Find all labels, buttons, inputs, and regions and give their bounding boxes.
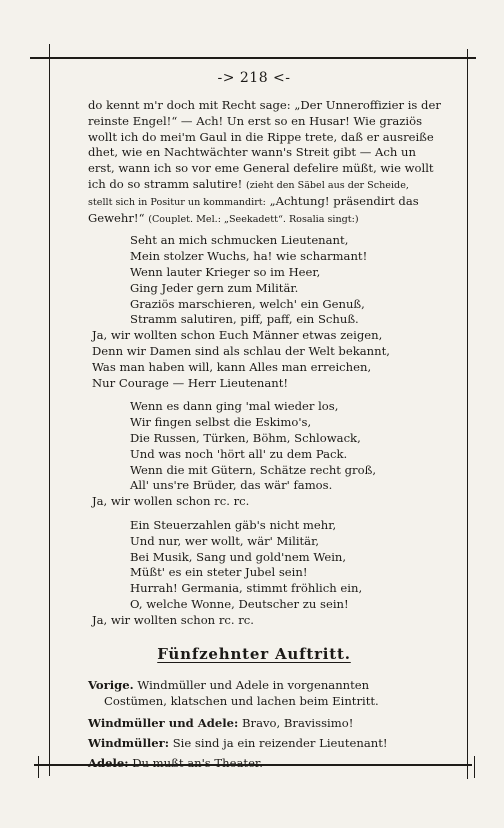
dialog-line bbox=[88, 733, 420, 753]
refrain-line: Denn wir Damen sind als schlau der Welt bekannt, bbox=[92, 343, 390, 358]
verse-line: Mein stolzer Wuchs, ha! wie scharmant! bbox=[130, 249, 368, 264]
verse-line: Müßt' es ein steter Jubel sein! bbox=[130, 565, 308, 580]
prose-text: Gewehr!“ bbox=[88, 210, 145, 225]
left-frame-rule bbox=[49, 44, 50, 776]
verse-line: Ein Steuerzahlen gäb's nicht mehr, bbox=[130, 517, 337, 532]
verse-line: Bei Musik, Sang und gold'nem Wein, bbox=[130, 549, 347, 564]
stage-direction: stellt sich in Positur un kommandirt: bbox=[88, 196, 266, 208]
dialog-text: Du mußt an's Theater. bbox=[132, 755, 263, 770]
verse-line: Die Russen, Türken, Böhm, Schlowack, bbox=[130, 430, 361, 445]
prose-line bbox=[88, 177, 420, 194]
verse-line: Wenn lauter Krieger so im Heer, bbox=[130, 264, 321, 279]
prose-text: ich do so stramm salutire! bbox=[88, 176, 243, 191]
refrain-line: Ja, wir wollten schon Euch Männer etwas zeigen, bbox=[92, 328, 383, 343]
verse-line: Stramm salutiren, piff, paff, ein Schuß. bbox=[130, 312, 359, 327]
refrain-line: Nur Courage — Herr Lieutenant! bbox=[92, 375, 289, 390]
cast-list bbox=[88, 677, 420, 709]
bottom-left-tick bbox=[38, 756, 39, 778]
dialog-block bbox=[88, 713, 420, 773]
verse-line: Ging Jeder gern zum Militär. bbox=[130, 280, 299, 295]
prose-line: wollt ich do mei'm Gaul in die Rippe trete, daß er ausreiße bbox=[88, 129, 434, 144]
refrain-line: Ja, wir wollen schon rc. rc. bbox=[92, 494, 250, 509]
dialog-line bbox=[88, 753, 420, 773]
cast-line: Costümen, klatschen und lachen beim Eintritt. bbox=[104, 693, 379, 708]
prose-line bbox=[88, 194, 420, 211]
right-frame-rule bbox=[467, 49, 468, 779]
verse-line: All' uns're Brüder, das wär' famos. bbox=[130, 478, 333, 493]
scene-heading: Fünfzehnter Auftritt. bbox=[157, 644, 351, 663]
dialog-text: Sie sind ja ein reizender Lieutenant! bbox=[172, 735, 388, 750]
prose-line: do kennt m'r doch mit Recht sage: „Der Unneroffizier is der bbox=[88, 98, 441, 112]
refrain-line: Was man haben will, kann Alles man erreichen, bbox=[92, 359, 372, 374]
refrain-line: Ja, wir wollten schon rc. rc. bbox=[92, 612, 254, 627]
verse-line: Wir fingen selbst die Eskimo's, bbox=[130, 415, 312, 430]
dialog-text: Bravo, Bravissimo! bbox=[242, 715, 354, 730]
verse-line: Graziös marschieren, welch' ein Genuß, bbox=[130, 296, 365, 311]
top-frame-rule bbox=[30, 57, 476, 59]
verse-line: O, welche Wonne, Deutscher zu sein! bbox=[130, 596, 349, 611]
cast-line bbox=[88, 677, 420, 693]
speaker-name: Windmüller: bbox=[88, 735, 170, 750]
verse-line: Und was noch 'hört all' zu dem Pack. bbox=[130, 446, 348, 461]
prose-line bbox=[88, 211, 420, 228]
prose-text: „Achtung! präsendirt das bbox=[269, 193, 419, 208]
verse-line: Wenn es dann ging 'mal wieder los, bbox=[130, 399, 339, 414]
prose-paragraph bbox=[88, 98, 441, 227]
bottom-right-tick bbox=[474, 756, 475, 778]
verse-line: Und nur, wer wollt, wär' Militär, bbox=[130, 533, 320, 548]
speaker-name: Windmüller und Adele: bbox=[88, 715, 239, 730]
dialog-line bbox=[88, 713, 420, 733]
prose-line: erst, wann ich so vor eme General defelire müßt, wie wollt bbox=[88, 161, 434, 176]
speaker-name: Adele: bbox=[88, 755, 129, 770]
song-verse bbox=[88, 233, 420, 628]
page-number: -> 218 <- bbox=[217, 70, 291, 86]
cast-label: Vorige. bbox=[88, 677, 134, 692]
prose-line: dhet, wie en Nachtwächter wann's Streit gibt — Ach un bbox=[88, 145, 416, 160]
page-content bbox=[88, 70, 441, 773]
verse-line: Hurrah! Germania, stimmt fröhlich ein, bbox=[130, 581, 363, 596]
cast-text: Windmüller und Adele in vorgenannten bbox=[137, 677, 370, 692]
prose-line: reinste Engel!“ — Ach! Un erst so en Husar! Wie graziös bbox=[88, 113, 423, 128]
verse-line: Wenn die mit Gütern, Schätze recht groß, bbox=[130, 462, 377, 477]
stage-direction: (zieht den Säbel aus der Scheide, bbox=[245, 179, 409, 191]
verse-line: Seht an mich schmucken Lieutenant, bbox=[130, 233, 349, 248]
stage-direction: (Couplet. Mel.: „Seekadett“. Rosalia singt:) bbox=[148, 213, 359, 225]
